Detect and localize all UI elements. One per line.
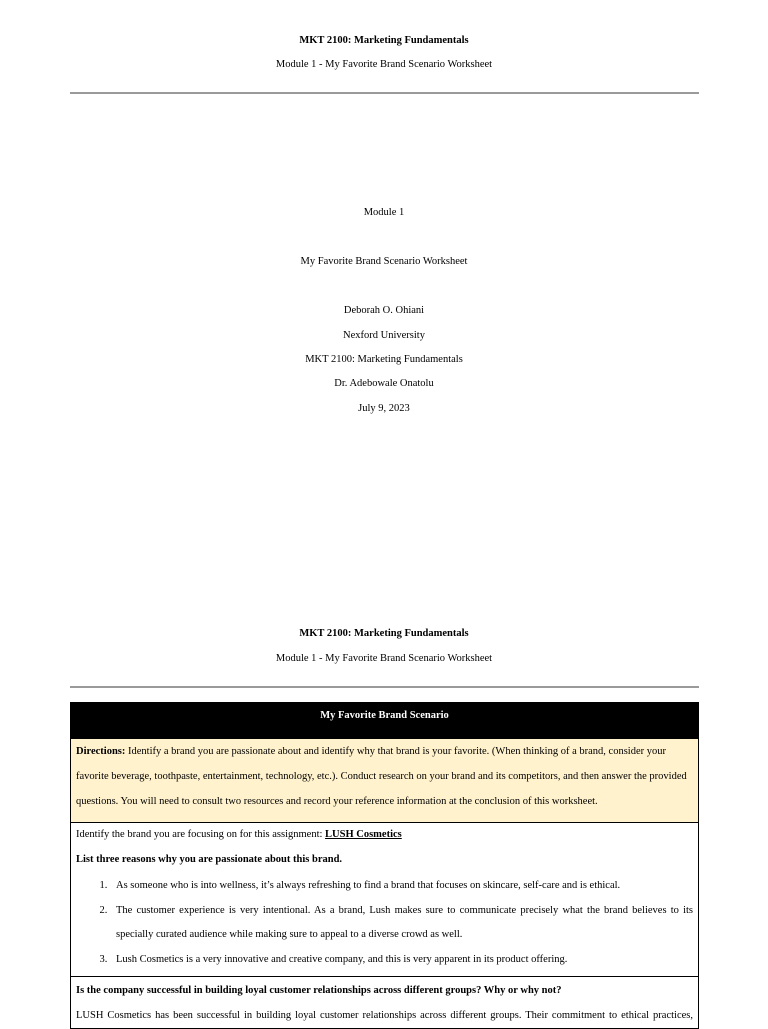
loyalty-question: Is the company successful in building loyal customer relationships across different groups? Why or why not? xyxy=(76,985,562,996)
cover-date: July 9, 2023 xyxy=(358,403,410,414)
cover-course: MKT 2100: Marketing Fundamentals xyxy=(305,354,463,365)
cover-instructor: Dr. Adebowale Onatolu xyxy=(334,378,434,389)
cover-author: Deborah O. Ohiani xyxy=(343,305,425,316)
reasons-list xyxy=(76,874,693,972)
cover-title: My Favorite Brand Scenario Worksheet xyxy=(300,256,468,267)
directions-text: Identify a brand you are passionate about and identify why that brand is your favorite. (When thinking of a brand, consider your favorite beverage, toothpaste, entertainment, technology, etc.). Conduct research on your brand and its competitors, and then answer the provided questions. You will need to consult two resources and record your reference information at the conclusion of this worksheet. xyxy=(76,746,687,807)
reasons-section xyxy=(71,822,698,976)
list-item: 3. Lush Cosmetics is a very innovative and creative company, and this is very apparent in its product offering. xyxy=(110,948,693,973)
loyalty-section xyxy=(71,976,698,1028)
page1-course-title: MKT 2100: Marketing Fundamentals xyxy=(299,35,469,46)
list-item: 1. As someone who is into wellness, it’s always refreshing to find a brand that focuses on skincare, self-care and is ethical. xyxy=(110,874,693,899)
cover-institution: Nexford University xyxy=(343,330,425,341)
page2-header-rule xyxy=(70,686,699,688)
reasons-question: List three reasons why you are passionate about this brand. xyxy=(76,854,343,865)
page2-subtitle: Module 1 - My Favorite Brand Scenario Worksheet xyxy=(275,653,493,664)
worksheet-table xyxy=(70,702,699,1029)
cover-module: Module 1 xyxy=(363,207,405,218)
worksheet-heading: My Favorite Brand Scenario xyxy=(71,703,698,738)
directions-label: Directions: xyxy=(76,746,126,757)
brand-prompt: Identify the brand you are focusing on for this assignment: xyxy=(76,829,326,840)
brand-line xyxy=(76,824,693,846)
page1-header-rule xyxy=(70,92,699,94)
brand-name: LUSH Cosmetics xyxy=(325,829,402,840)
loyalty-answer: LUSH Cosmetics has been successful in building loyal customer relationships across different groups. Their commitment to ethical practices, xyxy=(76,1010,693,1021)
directions-block xyxy=(71,738,698,822)
page1-subtitle: Module 1 - My Favorite Brand Scenario Worksheet xyxy=(275,59,493,70)
list-item: 2. The customer experience is very intentional. As a brand, Lush makes sure to communicate precisely what the brand believes to its specially curated audience while making sure to appeal to a diverse crowd as well. xyxy=(110,899,693,948)
page2-course-title: MKT 2100: Marketing Fundamentals xyxy=(299,628,469,639)
